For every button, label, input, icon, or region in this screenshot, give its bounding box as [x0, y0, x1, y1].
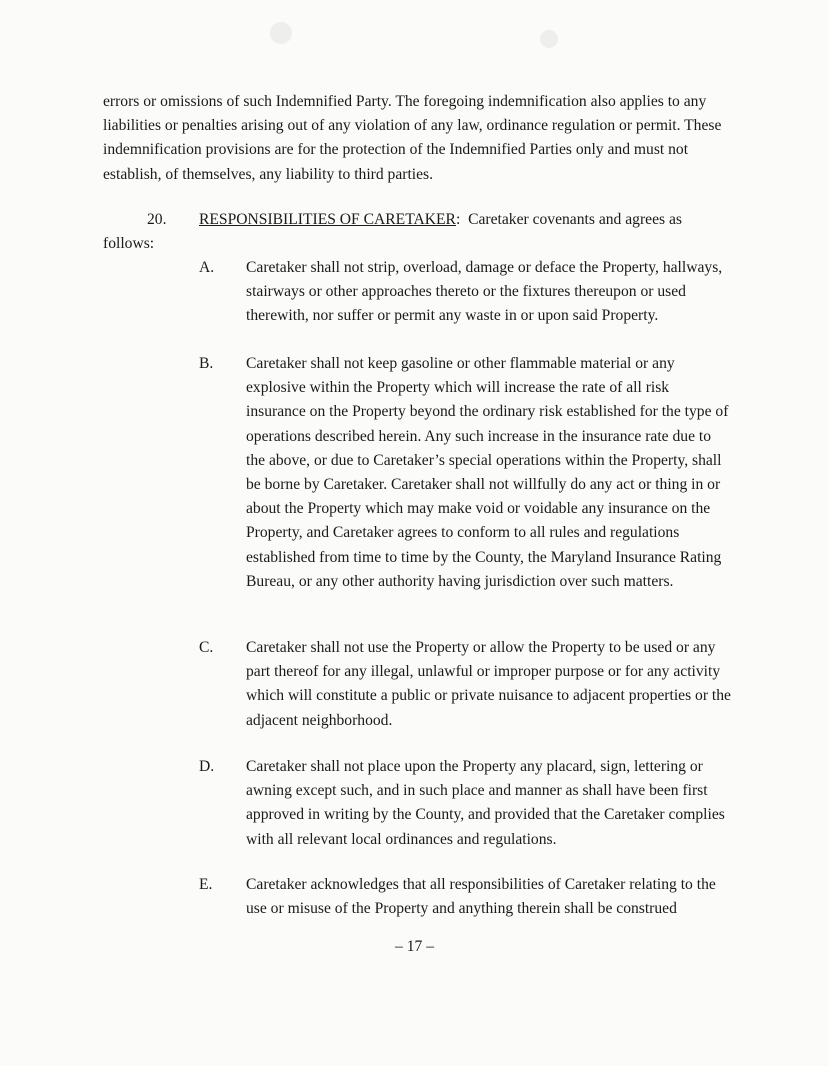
section-colon: : — [455, 211, 461, 228]
section-continuation: follows: — [103, 235, 155, 252]
section-title: RESPONSIBILITIES OF CARETAKER — [199, 211, 456, 228]
scan-artifact — [540, 30, 558, 48]
item-letter-c: C. — [199, 639, 214, 656]
section-lead: Caretaker covenants and agrees as — [460, 211, 682, 228]
scan-artifact — [270, 22, 292, 44]
intro-paragraph: errors or omissions of such Indemnified Party. The foregoing indemnification also applies to any liabilities or penalties arising out of any violation of any law, ordinance regulation or permit. These indemnification provisions are for the protection of the Indemnified Parties only and must not establish, of themselves, any liability to third parties. — [103, 93, 722, 183]
section-heading — [199, 208, 759, 232]
item-text-d: Caretaker shall not place upon the Property any placard, sign, lettering or awning except such, and in such place and manner as shall have been first approved in writing by the County, and provided that the Caretaker complies with all relevant local ordinances and regulations. — [246, 758, 725, 848]
item-letter-e: E. — [199, 876, 213, 893]
item-text-e: Caretaker acknowledges that all responsibilities of Caretaker relating to the use or misuse of the Property and anything therein shall be construed — [246, 876, 716, 918]
item-letter-b: B. — [199, 355, 214, 372]
item-text-b: Caretaker shall not keep gasoline or other flammable material or any explosive within the Property which will increase the rate of all risk insurance on the Property beyond the ordinary risk established for the type of operations described herein. Any such increase in the insurance rate due to the above, or due to Caretaker’s special operations within the Property, shall be borne by Caretaker. Caretaker shall not willfully do any act or thing in or about the Property which may make void or voidable any insurance on the Property, and Caretaker agrees to conform to all rules and regulations established from time to time by the County, the Maryland Insurance Rating Bureau, or any other authority having jurisdiction over such matters. — [246, 355, 729, 590]
item-letter-d: D. — [199, 758, 215, 775]
item-letter-a: A. — [199, 259, 215, 276]
item-text-c: Caretaker shall not use the Property or allow the Property to be used or any part thereof for any illegal, unlawful or improper purpose or for any activity which will constitute a public or private nuisance to adjacent properties or the adjacent neighborhood. — [246, 639, 731, 729]
page-number: – 17 – — [395, 938, 434, 955]
section-number: 20. — [147, 211, 167, 228]
item-text-a: Caretaker shall not strip, overload, damage or deface the Property, hallways, stairways or other approaches thereto or the fixtures thereupon or used therewith, nor suffer or permit any waste in or upon said Property. — [246, 259, 723, 325]
